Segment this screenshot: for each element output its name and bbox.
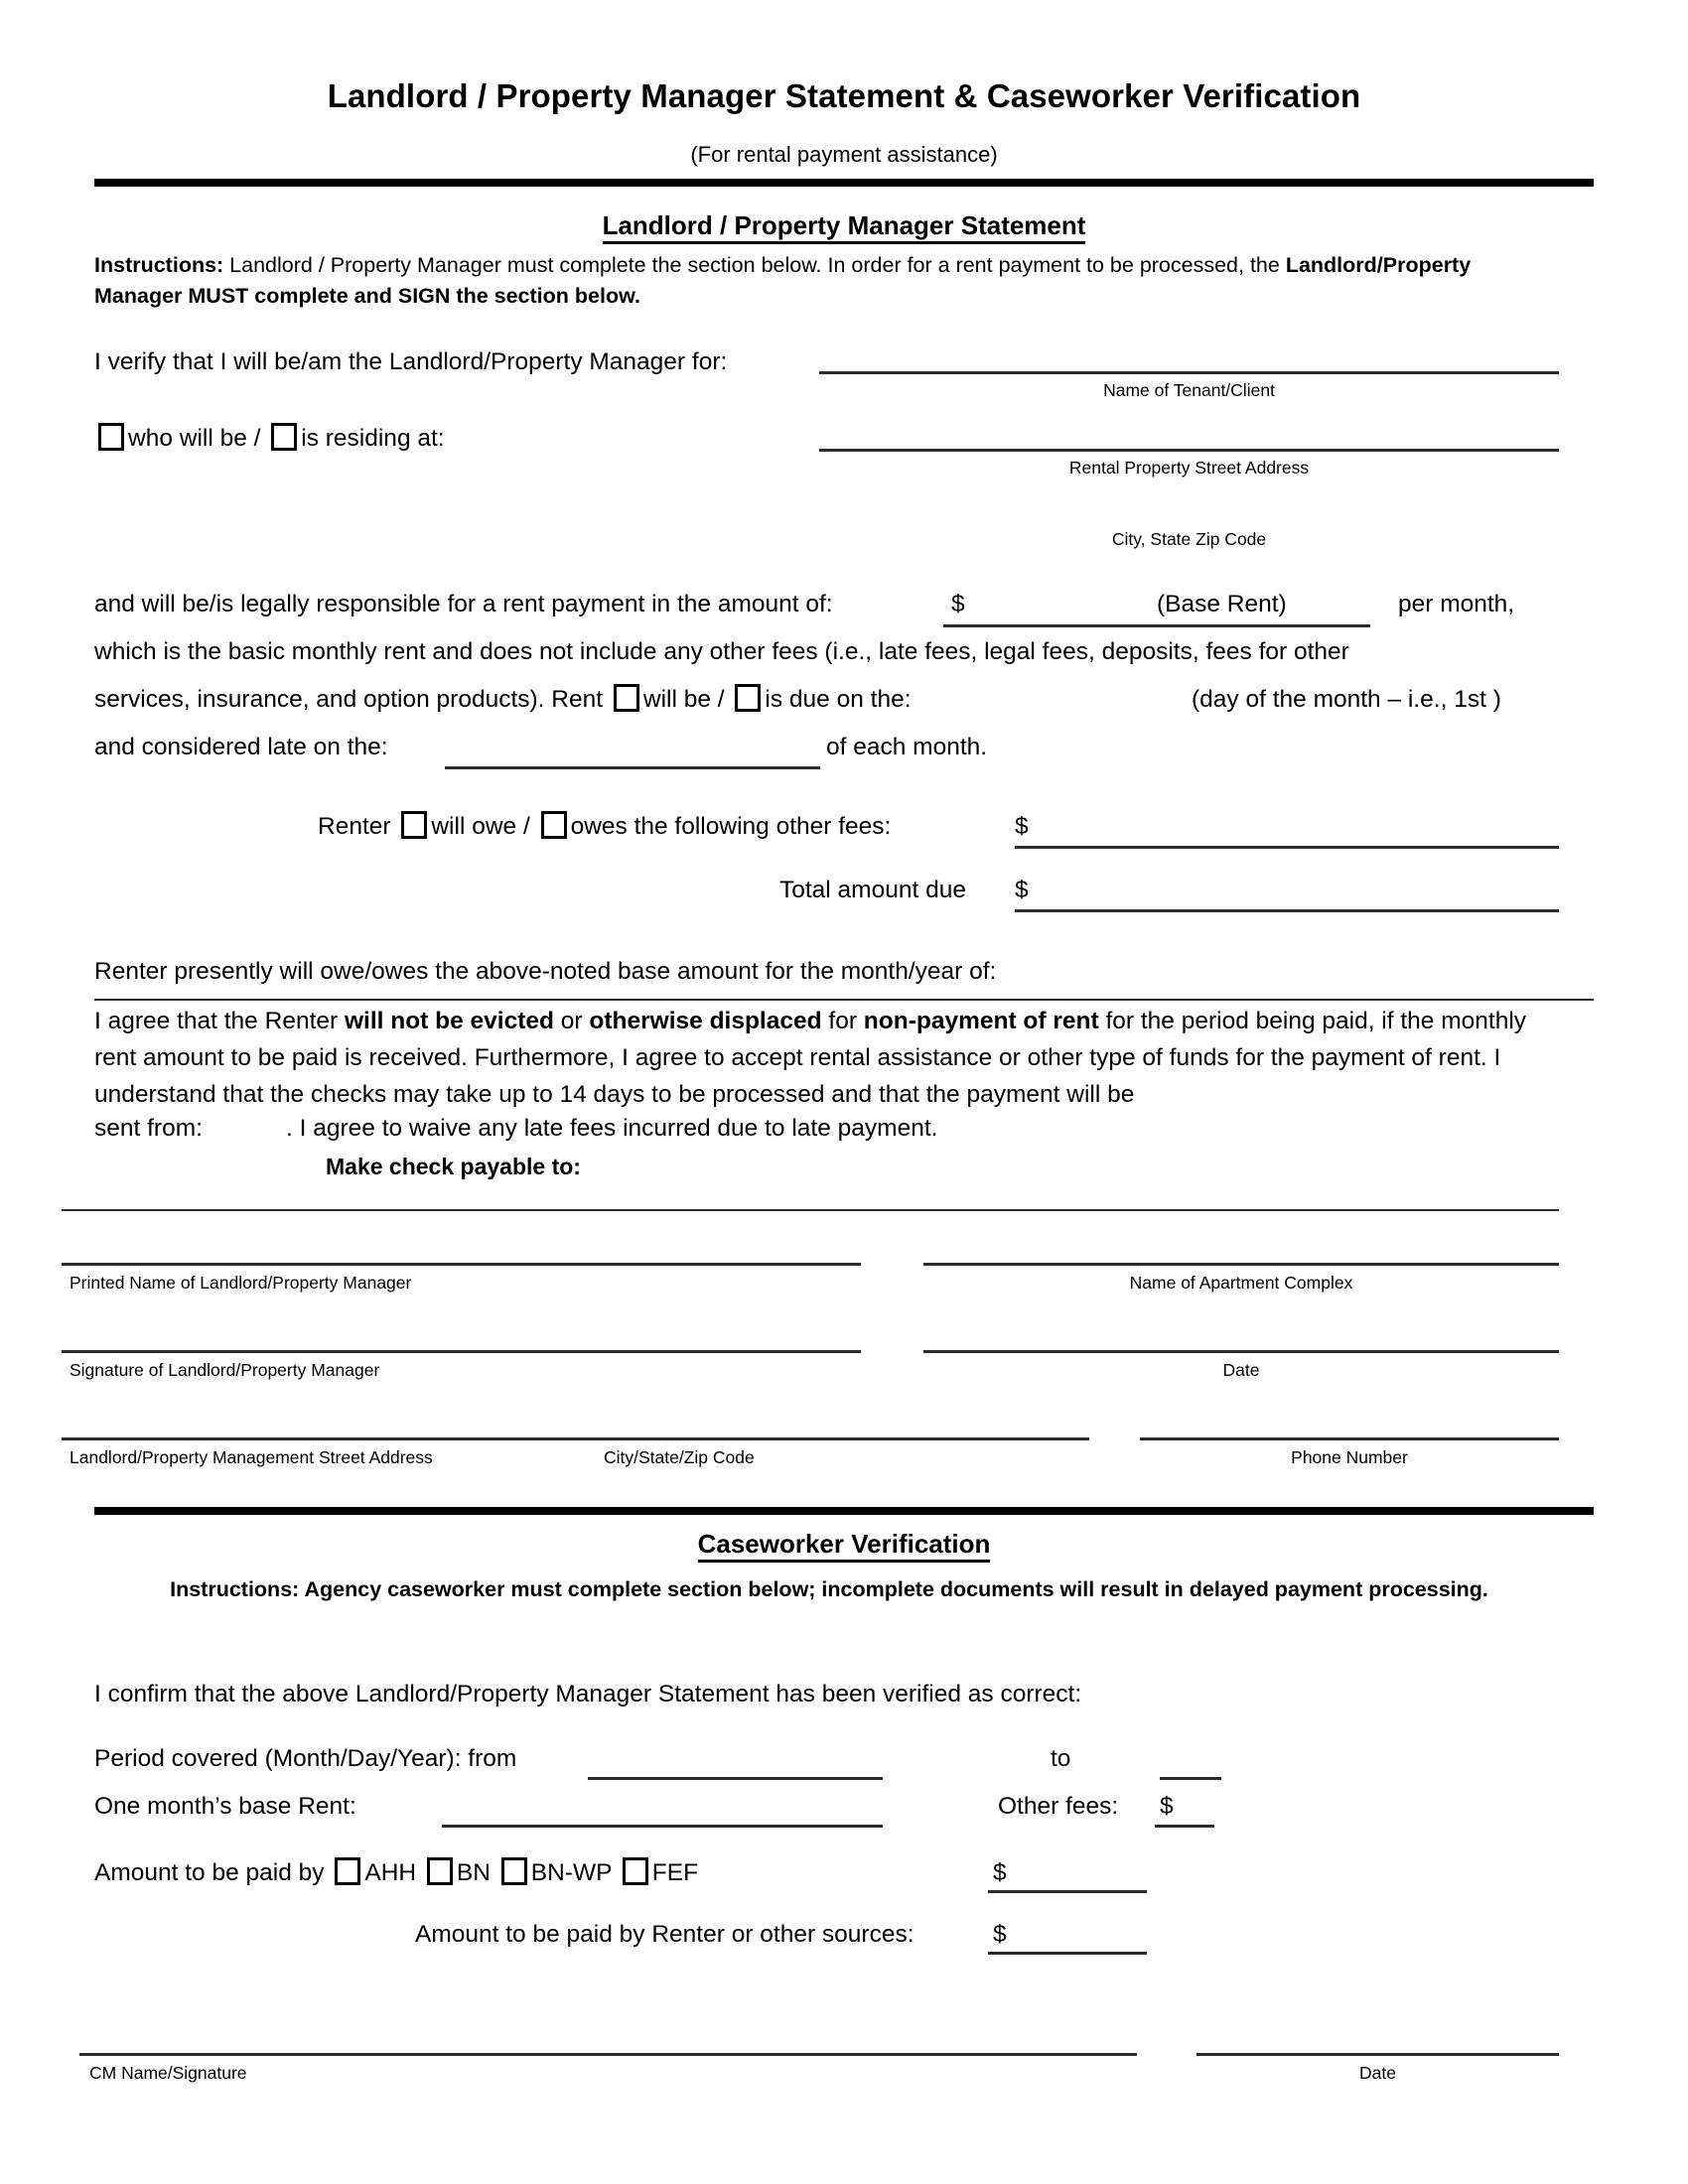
landlord-instructions-bold-5: the section below. — [450, 284, 640, 308]
eviction-agreement-paragraph — [94, 1003, 1549, 1113]
total-amount-due-label: Total amount due — [779, 877, 966, 903]
renter-option-1-label: will owe / — [431, 813, 530, 840]
of-each-month-label: of each month. — [826, 734, 988, 760]
landlord-signature-input[interactable] — [62, 1350, 861, 1353]
caseworker-section-heading — [0, 1529, 1688, 1560]
checkbox-bn-wp[interactable] — [501, 1857, 527, 1885]
considered-late-line: and considered late on the: — [94, 734, 388, 760]
agree-text-3: for — [821, 1008, 864, 1034]
checkbox-rent-will-be[interactable] — [614, 684, 639, 712]
renter-sources-label: Amount to be paid by Renter or other sources: — [415, 1921, 914, 1948]
one-month-base-rent-label: One month’s base Rent: — [94, 1793, 356, 1820]
landlord-section-heading-text: Landlord / Property Manager Statement — [603, 210, 1086, 244]
landlord-instructions-bold-1: Landlord/Property — [1285, 253, 1472, 277]
rent-amount-prefix: and will be/is legally responsible for a rent payment in the amount of: — [94, 591, 833, 617]
amount-paid-by-dollar: $ — [993, 1859, 1007, 1886]
checkbox-ahh[interactable] — [335, 1857, 360, 1885]
agree-bold-not-evicted: will not be evicted — [344, 1008, 554, 1034]
sent-from-label: sent from: — [94, 1115, 203, 1142]
amount-paid-by-line — [94, 1856, 698, 1890]
caseworker-section-heading-text: Caseworker Verification — [698, 1529, 991, 1563]
sent-from-tail: . I agree to waive any late fees incurred due to late payment. — [286, 1115, 938, 1142]
landlord-date-input[interactable] — [923, 1350, 1559, 1353]
management-city-state-zip-caption: City/State/Zip Code — [604, 1447, 755, 1467]
landlord-date-caption: Date — [1222, 1360, 1260, 1380]
period-to-label: to — [1051, 1745, 1071, 1772]
page-title: Landlord / Property Manager Statement & Caseworker Verification — [327, 77, 1361, 114]
make-check-payable-label: Make check payable to: — [326, 1154, 581, 1179]
day-of-month-note: (day of the month – i.e., 1st ) — [1192, 686, 1501, 713]
checkbox-rent-is-due[interactable] — [735, 684, 761, 712]
renter-sources-input[interactable] — [988, 1952, 1147, 1955]
landlord-signature-caption: Signature of Landlord/Property Manager — [70, 1360, 380, 1380]
services-prefix-label: services, insurance, and option products). Rent — [94, 686, 604, 713]
management-address-input[interactable] — [62, 1437, 1089, 1440]
agree-text-4: for the period being paid, if the monthly rent amount to be paid is received. Furthermore, I agree to accept rental assistance or other type of funds for the payment of rent. I understand that the checks may take up to 14 days to be processed and that the payment will be — [94, 1008, 1527, 1108]
landlord-instructions-label: Instructions: — [94, 253, 224, 277]
rental-street-address-caption: Rental Property Street Address — [1068, 458, 1310, 478]
city-state-zip-caption: City, State Zip Code — [1111, 529, 1267, 549]
landlord-instructions-bold-3: complete and — [248, 284, 398, 308]
rental-street-address-input[interactable] — [819, 449, 1559, 452]
presently-owes-divider — [94, 999, 1594, 1001]
management-address-caption: Landlord/Property Management Street Address — [70, 1447, 433, 1467]
option-fef-label: FEF — [651, 1859, 699, 1886]
rent-option-2-label: is due on the: — [765, 686, 912, 713]
renter-sources-dollar: $ — [993, 1921, 1007, 1948]
renter-other-fees-line — [318, 810, 891, 844]
tenant-name-input[interactable] — [819, 371, 1559, 374]
renter-option-2-label: owes the following other fees: — [570, 813, 892, 840]
landlord-instructions-text: Landlord / Property Manager must complete the section below. In order for a rent payment to be processed, the — [223, 253, 1286, 277]
landlord-instructions-bold-4: SIGN — [397, 284, 451, 308]
landlord-section-heading — [0, 210, 1688, 241]
base-rent-input[interactable] — [943, 624, 1370, 627]
caseworker-instructions: Instructions: Agency caseworker must complete section below; incomplete documents will result in delayed payment processing. — [170, 1577, 1488, 1601]
agree-text-1: I agree that the Renter — [94, 1008, 345, 1034]
per-month-label: per month, — [1398, 591, 1515, 617]
checkbox-renter-owes[interactable] — [541, 811, 567, 839]
period-covered-label: Period covered (Month/Day/Year): from — [94, 1745, 517, 1772]
cw-other-fees-label: Other fees: — [998, 1793, 1119, 1820]
apartment-complex-input[interactable] — [923, 1263, 1559, 1266]
rent-amount-line — [94, 588, 833, 621]
total-amount-due-dollar: $ — [1015, 877, 1029, 903]
checkbox-bn[interactable] — [427, 1857, 453, 1885]
phone-number-input[interactable] — [1140, 1437, 1559, 1440]
considered-late-day-input[interactable] — [445, 766, 820, 769]
tenant-name-caption: Name of Tenant/Client — [1103, 380, 1275, 400]
period-from-input[interactable] — [588, 1777, 883, 1780]
landlord-instructions-bold-2: Manager MUST — [94, 284, 249, 308]
printed-name-input[interactable] — [62, 1263, 861, 1266]
option-bn-label: BN — [456, 1859, 491, 1886]
rent-option-1-label: will be / — [642, 686, 725, 713]
amount-paid-by-label: Amount to be paid by — [94, 1859, 325, 1886]
verify-landlord-line: I verify that I will be/am the Landlord/Property Manager for: — [94, 348, 728, 375]
other-fees-dollar: $ — [1015, 813, 1029, 840]
option-bn-wp-label: BN-WP — [530, 1859, 612, 1886]
phone-number-caption: Phone Number — [1291, 1447, 1408, 1467]
option-ahh-label: AHH — [364, 1859, 417, 1886]
rent-due-line — [94, 683, 912, 717]
make-check-payable-input[interactable] — [62, 1209, 1559, 1211]
cm-date-input[interactable] — [1196, 2053, 1559, 2056]
residing-option-1-label: who will be / — [128, 425, 261, 452]
one-month-base-rent-input[interactable] — [442, 1825, 883, 1828]
base-rent-note: (Base Rent) — [1157, 591, 1287, 617]
printed-name-caption: Printed Name of Landlord/Property Manager — [70, 1273, 412, 1293]
cw-other-fees-input[interactable] — [1155, 1825, 1214, 1828]
basic-monthly-rent-line: which is the basic monthly rent and does not include any other fees (i.e., late fees, legal fees, deposits, fees for other — [94, 638, 1349, 665]
renter-label: Renter — [318, 813, 391, 840]
base-rent-dollar: $ — [951, 591, 965, 617]
checkbox-is-residing[interactable] — [271, 423, 297, 451]
cm-signature-caption: CM Name/Signature — [89, 2063, 247, 2083]
checkbox-who-will-be[interactable] — [98, 423, 124, 451]
total-amount-due-input[interactable] — [1015, 909, 1559, 912]
period-to-input[interactable] — [1160, 1777, 1221, 1780]
residing-option-2-label: is residing at: — [301, 425, 445, 452]
page-subtitle: (For rental payment assistance) — [690, 142, 998, 167]
agree-bold-non-payment: non-payment of rent — [863, 1008, 1099, 1034]
amount-paid-by-input[interactable] — [988, 1890, 1147, 1893]
header-divider — [94, 179, 1594, 187]
other-fees-input[interactable] — [1015, 846, 1559, 849]
apartment-complex-caption: Name of Apartment Complex — [1129, 1273, 1353, 1293]
checkbox-fef[interactable] — [623, 1857, 648, 1885]
agree-text-2: or — [553, 1008, 590, 1034]
presently-owes-line: Renter presently will owe/owes the above-noted base amount for the month/year of: — [94, 958, 997, 985]
caseworker-section-divider — [94, 1507, 1594, 1515]
cm-signature-input[interactable] — [79, 2053, 1137, 2056]
residing-at-line — [94, 422, 445, 456]
landlord-instructions — [94, 250, 1539, 312]
checkbox-renter-will-owe[interactable] — [401, 811, 427, 839]
caseworker-confirm-line: I confirm that the above Landlord/Property Manager Statement has been verified as correct: — [94, 1681, 1082, 1707]
cm-date-caption: Date — [1359, 2063, 1396, 2083]
agree-bold-otherwise-displaced: otherwise displaced — [589, 1008, 822, 1034]
cw-other-fees-dollar: $ — [1160, 1793, 1174, 1820]
